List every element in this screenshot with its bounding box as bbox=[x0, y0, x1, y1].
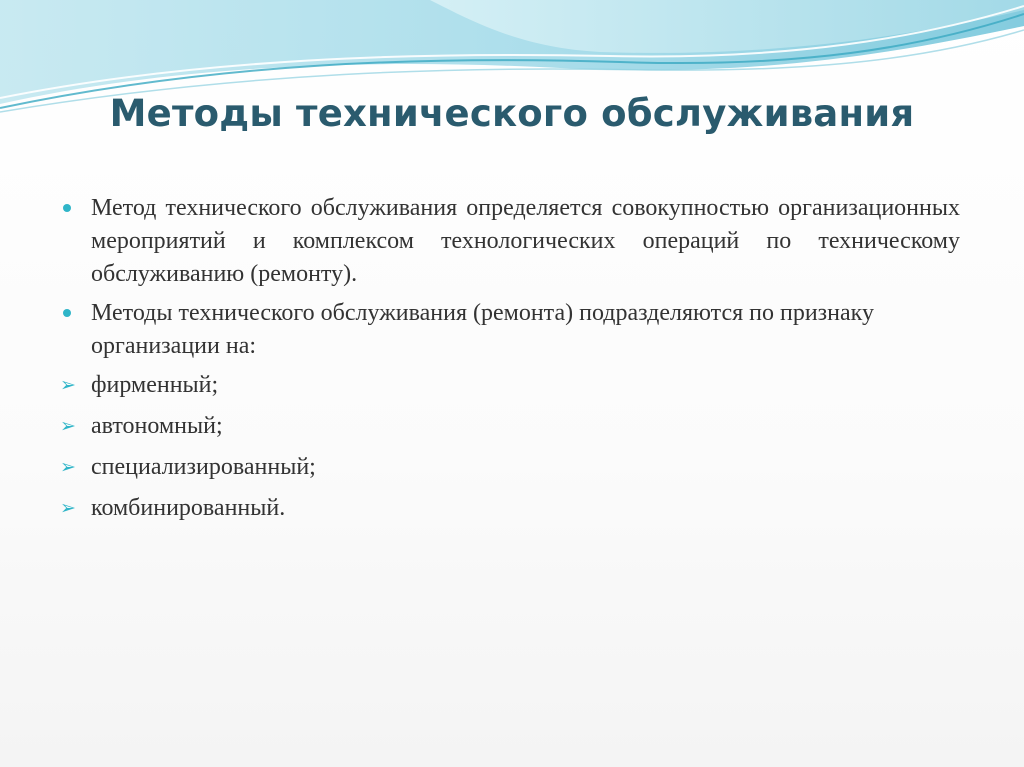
sub-list-item bbox=[60, 451, 960, 484]
bullet-text: Метод технического обслуживания определяется совокупностью организационных мероприятий и комплексом технологических операций по техническому обслуживанию (ремонту). bbox=[91, 195, 960, 287]
sub-item-text: фирменный; bbox=[91, 372, 219, 398]
bullet-item bbox=[60, 192, 960, 291]
circle-bullet-icon bbox=[63, 204, 71, 212]
sub-list-item bbox=[60, 369, 960, 402]
circle-bullet-icon bbox=[63, 309, 71, 317]
bullet-text: Методы технического обслуживания (ремонта) подразделяются по признаку организации на: bbox=[91, 300, 874, 359]
sub-item-text: автономный; bbox=[91, 413, 223, 439]
arrow-bullet-icon: ➢ bbox=[60, 415, 76, 437]
arrow-bullet-icon: ➢ bbox=[60, 374, 76, 396]
slide-title: Методы технического обслуживания bbox=[109, 92, 915, 135]
sub-list-item bbox=[60, 410, 960, 443]
arrow-bullet-icon: ➢ bbox=[60, 456, 76, 478]
arrow-bullet-icon: ➢ bbox=[60, 497, 76, 519]
slide-content bbox=[60, 192, 960, 533]
sub-list-item bbox=[60, 492, 960, 525]
bullet-item bbox=[60, 297, 960, 363]
sub-item-text: специализированный; bbox=[91, 454, 316, 480]
sub-item-text: комбинированный. bbox=[91, 495, 286, 521]
